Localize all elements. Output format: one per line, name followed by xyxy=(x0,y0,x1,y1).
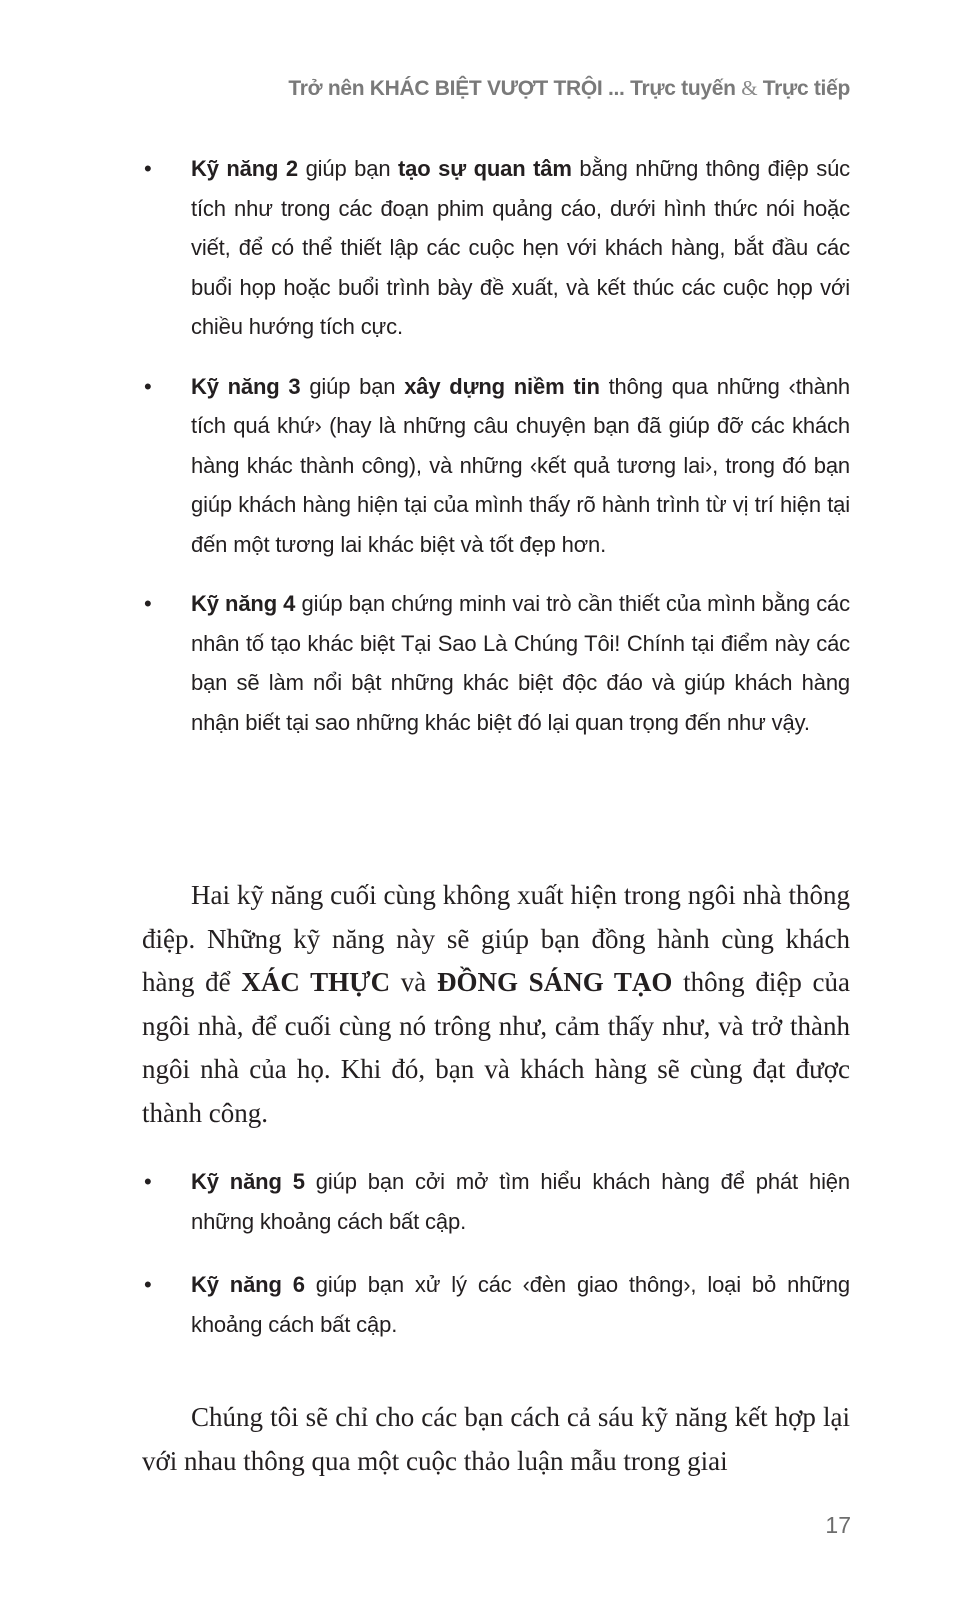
skill-text: giúp bạn chứng minh vai trò cần thiết của mình bằng các nhân tố tạo khác biệt Tại Sao Là Chúng Tôi! Chính tại điểm này các bạn sẽ làm nổi bật những khác biệt độc đáo và giúp khách hàng nhận biết tại sao những khác biệt đó lại quan trọng đến như vậy. xyxy=(191,591,850,735)
skill-4-item xyxy=(142,584,850,742)
skill-3-item xyxy=(142,367,850,565)
skill-text: giúp bạn xyxy=(298,156,398,181)
skill-5-item xyxy=(142,1162,850,1241)
bullet-icon: • xyxy=(144,1169,152,1194)
body-paragraph-closing xyxy=(142,1396,850,1483)
bullet-icon: • xyxy=(144,373,152,399)
skill-2-item xyxy=(142,149,850,347)
skill-label: Kỹ năng 4 xyxy=(191,591,296,616)
skills-list-top xyxy=(142,149,850,762)
skill-label: Kỹ năng 3 xyxy=(191,373,301,399)
body-paragraph-final-skills xyxy=(142,874,850,1135)
emphasis-validate: XÁC THỰC xyxy=(241,967,391,997)
ampersand: & xyxy=(741,76,758,100)
skill-text: giúp bạn xyxy=(300,373,405,399)
running-header-title: Trở nên KHÁC BIỆT VƯỢT TRỘI ... Trực tuyến xyxy=(288,77,742,100)
running-header-subtitle: Trực tiếp xyxy=(757,77,850,100)
skill-label: Kỹ năng 2 xyxy=(191,156,299,181)
bullet-icon: • xyxy=(144,591,152,616)
bullet-icon: • xyxy=(144,1272,152,1297)
skills-list-bottom xyxy=(142,1162,850,1368)
skill-text: giúp bạn xử lý các ‹đèn giao thông›, loại bỏ những khoảng cách bất cập. xyxy=(191,1272,850,1337)
skill-emphasis: tạo sự quan tâm xyxy=(398,156,572,181)
paragraph-text: và xyxy=(390,967,437,997)
skill-label: Kỹ năng 6 xyxy=(191,1272,305,1297)
paragraph-text: thông điệp của ngôi nhà, để cuối cùng nó trông như, cảm thấy như, và trở thành ngôi nhà của họ. Khi đó, bạn và khách hàng sẽ cùng đạt được thành công. xyxy=(142,967,850,1128)
emphasis-co-create: ĐỒNG SÁNG TẠO xyxy=(436,967,673,997)
bullet-icon: • xyxy=(144,156,152,181)
running-header xyxy=(288,76,850,101)
paragraph-text: Hai kỹ năng cuối cùng không xuất hiện trong ngôi nhà thông điệp. Những kỹ năng này sẽ giúp bạn đồng hành cùng khách hàng để xyxy=(142,880,850,997)
skill-text: bằng những thông điệp súc tích như trong các đoạn phim quảng cáo, dưới hình thức nói hoặc viết, để có thể thiết lập các cuộc hẹn với khách hàng, bắt đầu các buổi họp hoặc buổi trình bày đề xuất, và kết thúc các cuộc họp với chiều hướng tích cực. xyxy=(191,156,851,339)
page-number: 17 xyxy=(825,1512,851,1538)
skill-emphasis: xây dựng niềm tin xyxy=(404,373,600,399)
skill-text: thông qua những ‹thành tích quá khứ› (hay là những câu chuyện bạn đã giúp đỡ các khách hàng khác thành công), và những ‹kết quả tương lai›, trong đó bạn giúp khách hàng hiện tại của mình thấy rõ hành trình từ vị trí hiện tại đến một tương lai khác biệt và tốt đẹp hơn. xyxy=(191,373,851,557)
skill-label: Kỹ năng 5 xyxy=(191,1169,305,1194)
skill-text: giúp bạn cởi mở tìm hiểu khách hàng để phát hiện những khoảng cách bất cập. xyxy=(191,1169,850,1234)
paragraph-text: Chúng tôi sẽ chỉ cho các bạn cách cả sáu kỹ năng kết hợp lại với nhau thông qua một cuộc thảo luận mẫu trong giai xyxy=(142,1402,850,1476)
skill-6-item xyxy=(142,1265,850,1344)
